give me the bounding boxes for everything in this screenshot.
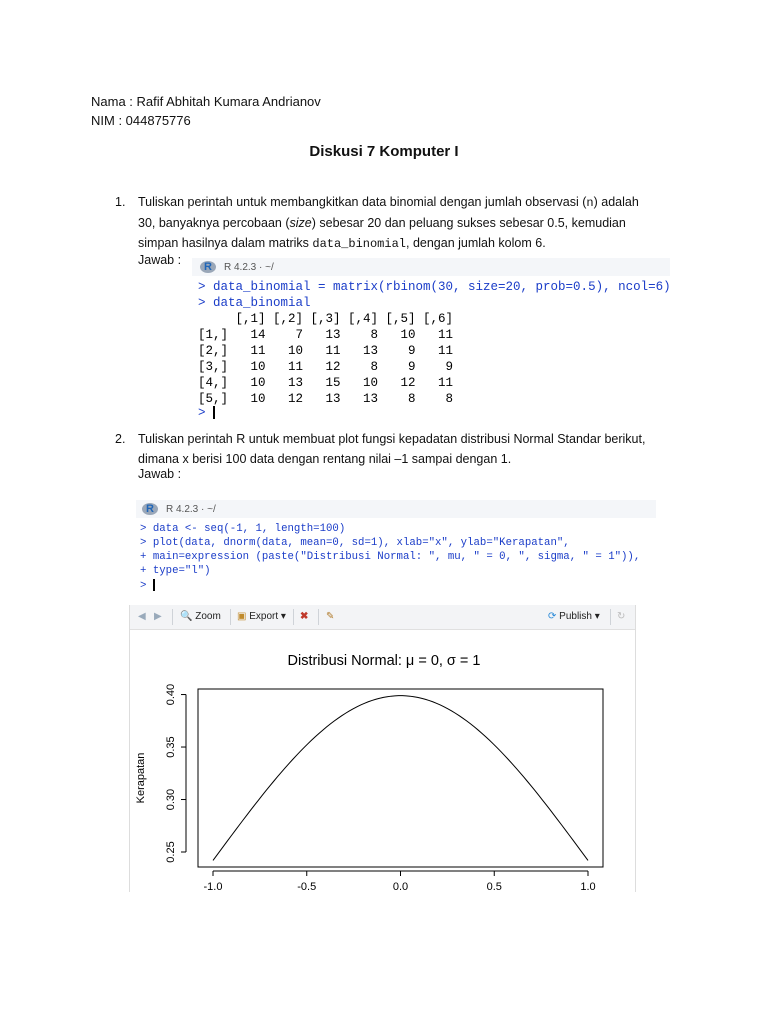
plot-toolbar [130,605,635,630]
console-prompt[interactable] [198,406,215,420]
y-tick-label: 0.40 [165,683,177,706]
console-command: + type="l") [140,565,211,577]
text-segment: ) sebesar 20 dan peluang sukses sebesar 0.5, kemudian [311,216,626,230]
text-segment: , dengan jumlah kolom 6. [406,236,546,250]
emphasis-size: size [289,216,312,230]
prompt-symbol: > [140,579,147,592]
toolbar-divider [230,609,231,625]
density-curve [213,696,588,861]
question-number: 1. [115,195,126,209]
student-nim: NIM : 044875776 [91,113,191,128]
y-axis [165,684,186,863]
text-segment: 30, banyaknya percobaan ( [138,216,290,230]
r-console-1 [192,258,670,424]
console-prompt[interactable] [140,579,155,592]
x-tick-label: 1.0 [580,881,596,892]
publish-icon: ⟳ [548,611,557,622]
prompt-symbol: > [198,406,206,420]
remove-plot-icon[interactable]: ✖ [300,611,309,622]
toolbar-divider [293,609,294,625]
publish-button[interactable] [548,610,600,624]
plot-pane [129,605,636,892]
x-tick-label: 0.5 [486,881,502,892]
x-tick-label: -0.5 [297,881,317,892]
text-segment: simpan hasilnya dalam matriks [138,236,313,250]
text-cursor [153,579,155,591]
console-command: > plot(data, dnorm(data, mean=0, sd=1), xlab="x", ylab="Kerapatan", [140,537,570,549]
console-command: + main=expression (paste("Distribusi Normal: ", mu, " = 0, ", sigma, " = 1")), [140,551,641,563]
matrix-row: [4,] 10 13 15 10 12 11 [198,376,454,390]
y-tick-label: 0.35 [165,736,177,758]
x-tick-label: 0.0 [392,881,409,892]
plot-frame [198,689,603,867]
y-axis-label: Kerapatan [135,752,147,804]
matrix-header: [,1] [,2] [,3] [,4] [,5] [,6] [198,312,454,326]
x-axis [204,871,596,892]
chart-title: Distribusi Normal: μ = 0, σ = 1 [287,653,481,669]
refresh-icon[interactable]: ↻ [617,611,626,622]
toolbar-divider [172,609,173,625]
text-cursor [213,406,215,419]
publish-label: Publish [559,611,592,622]
student-name: Nama : Rafif Abhitah Kumara Andrianov [91,94,321,109]
question-text [138,429,678,469]
text-segment: ) adalah [593,195,639,209]
r-logo-icon: R [142,503,158,515]
y-tick-label: 0.30 [165,788,177,811]
y-tick-label: 0.25 [165,841,177,863]
answer-label-1: Jawab : [138,253,182,267]
back-arrow-icon[interactable]: ◀ [138,611,146,622]
matrix-row: [1,] 14 7 13 8 10 11 [198,328,454,342]
dropdown-arrow-icon: ▾ [594,611,600,622]
forward-arrow-icon[interactable]: ▶ [154,611,162,622]
export-button[interactable] [237,610,286,624]
matrix-row: [2,] 11 10 11 13 9 11 [198,344,454,358]
r-console-2 [136,500,656,596]
zoom-label: Zoom [195,611,221,622]
dropdown-arrow-icon: ▾ [280,611,286,622]
code-data-binomial: data_binomial [312,237,406,251]
matrix-row: [3,] 10 11 12 8 9 9 [198,360,454,374]
console-command: > data <- seq(-1, 1, length=100) [140,523,346,535]
matrix-row: [5,] 10 12 13 13 8 8 [198,392,454,406]
toolbar-divider [610,609,611,625]
text-segment: Tuliskan perintah untuk membangkitkan data binomial dengan jumlah observasi ( [138,195,587,209]
r-logo-icon: R [200,261,216,273]
code-n: n [586,196,594,210]
question-number: 2. [115,432,126,446]
zoom-icon: 🔍 [180,611,193,622]
page-title: Diskusi 7 Komputer I [309,143,459,160]
export-label: Export [249,611,279,622]
r-version: R 4.2.3 · ~/ [224,262,274,273]
broom-icon[interactable]: ✎ [326,611,335,622]
question-text [138,192,678,254]
toolbar-divider [318,609,319,625]
chart-area [130,629,635,892]
answer-label-2: Jawab : [138,467,182,481]
text-line: dimana x berisi 100 data dengan rentang nilai –1 sampai dengan 1. [138,452,512,466]
r-version: R 4.2.3 · ~/ [166,504,216,515]
console-command: > data_binomial [198,296,311,310]
x-tick-label: -1.0 [203,881,223,892]
text-line: Tuliskan perintah R untuk membuat plot fungsi kepadatan distribusi Normal Standar berikut, [138,432,646,446]
export-icon: ▣ [237,611,247,622]
zoom-button[interactable] [180,610,221,624]
console-command: > data_binomial = matrix(rbinom(30, size=20, prob=0.5), ncol=6) [198,280,671,294]
